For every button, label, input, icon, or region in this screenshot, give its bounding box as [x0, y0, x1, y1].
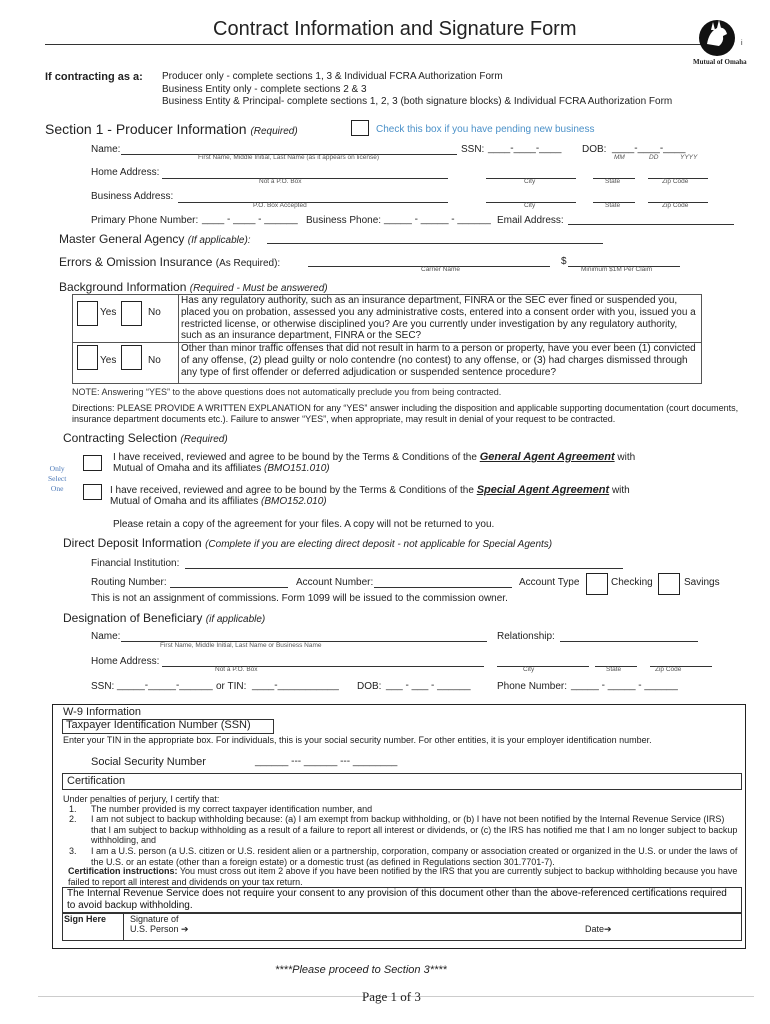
beneficiary-hint-state: State: [606, 666, 622, 673]
beneficiary-ssn-field[interactable]: _____-_____-______: [117, 680, 213, 691]
business-street-field[interactable]: [178, 202, 448, 203]
beneficiary-hint-zip: Zip Code: [655, 666, 682, 673]
direct-deposit-title: [63, 536, 552, 550]
section1-title-text: Section 1 - Producer Information: [45, 121, 247, 137]
general-agent-text-line1: [113, 451, 635, 463]
dob-hint-dd: DD: [649, 154, 659, 161]
proceed-note: ****Please proceed to Section 3****: [275, 964, 447, 976]
select-word: Select: [48, 474, 67, 483]
email-field[interactable]: [568, 224, 734, 225]
special-agent-code: (BMO152.010): [261, 496, 327, 507]
special-agent-text-line1: [110, 484, 630, 496]
cert-item-1: The number provided is my correct taxpayer identification number, and: [91, 804, 373, 814]
page-number: Page 1 of 3: [362, 989, 421, 1004]
contracting-selection-required: (Required): [180, 434, 228, 445]
mutual-of-omaha-logo: [693, 18, 747, 68]
mga-field[interactable]: [267, 243, 603, 244]
contracting-selection-title: [63, 431, 228, 445]
account-number-label: Account Number:: [296, 577, 374, 588]
special-agent-text-a: I have received, reviewed and agree to be bound by the Terms & Conditions of the: [110, 485, 474, 496]
name-label: Name:: [91, 144, 121, 155]
contracting-option-business: Business Entity only - complete sections 2 & 3: [162, 84, 367, 95]
beneficiary-hint-city: City: [523, 666, 535, 673]
direct-deposit-hint: (Complete if you are electing direct deposit - not applicable for Special Agents): [205, 539, 553, 550]
tin-instructions: Enter your TIN in the appropriate box. For individuals, this is your social security number. For other entities, it is your employer identification number.: [63, 735, 652, 745]
account-type-label: Account Type: [519, 577, 580, 588]
business-hint-city: City: [524, 202, 536, 209]
mga-label-text: Master General Agency: [59, 232, 185, 246]
special-agent-text-b: with: [611, 485, 630, 496]
mga-label: [59, 232, 251, 246]
beneficiary-ssn-label: SSN:: [91, 681, 115, 692]
cert-item-1-num: 1.: [69, 804, 77, 814]
business-address-label: Business Address:: [91, 191, 174, 202]
general-agent-text-line2: [113, 463, 330, 474]
beneficiary-name-label: Name:: [91, 631, 121, 642]
w9-title: W-9 Information: [63, 706, 142, 718]
retain-copy-note: Please retain a copy of the agreement for your files. A copy will not be returned to you.: [113, 519, 495, 530]
checking-checkbox[interactable]: [586, 573, 608, 595]
cert-instructions-label: Certification instructions:: [68, 866, 178, 876]
q2-no-label: No: [148, 355, 161, 366]
logo-wordmark: Mutual of Omaha: [693, 58, 747, 66]
direct-deposit-note: This is not an assignment of commissions. Form 1099 will be issued to the commission owner.: [91, 593, 508, 604]
home-hint-zip: Zip Code: [662, 178, 689, 185]
contracting-as-label: If contracting as a:: [45, 71, 143, 83]
question-1: Has any regulatory authority, such as an insurance department, FINRA or the SEC ever fined or suspended you, placed you on probation, assessed you any administrative costs, entered into a consent order with you, issued you a restricted license, or otherwise disciplined you? Are you currently under investigation by any regulatory authority, such as an insurance department, FINRA or the SEC?: [181, 295, 696, 342]
tin-header: Taxpayer Identification Number (SSN): [66, 719, 251, 731]
beneficiary-dob-label: DOB:: [357, 681, 382, 692]
sign-here-label: Sign Here: [64, 914, 107, 924]
beneficiary-street-field[interactable]: [162, 666, 484, 667]
cert-instructions: [68, 866, 738, 888]
general-agent-code: (BMO151.010): [264, 463, 330, 474]
primary-phone-field[interactable]: ____ - ____ - ______: [202, 214, 298, 225]
q2-yes-checkbox[interactable]: [77, 345, 98, 370]
beneficiary-hint-street: Not a P.O. Box: [215, 666, 258, 673]
only-select-one-note: [48, 464, 66, 494]
savings-label: Savings: [684, 577, 720, 588]
dob-hint-mm: MM: [614, 154, 625, 161]
question-2: Other than minor traffic offenses that did not result in harm to a person or property, have you ever been (1) convicted of any offense, (2) plead guilty or nolo contendre (no contest) to any offense, or (3) had charges dismissed through any type of first offender or deferred adjudication or suspended sentence procedure?: [181, 343, 696, 378]
eo-currency: $: [561, 256, 567, 267]
eo-hint: (As Required):: [215, 258, 281, 269]
account-number-field[interactable]: [374, 587, 512, 588]
email-label: Email Address:: [497, 215, 564, 226]
dob-hint-yyyy: YYYY: [680, 154, 698, 161]
beneficiary-tin-field[interactable]: ____-___________: [252, 680, 339, 691]
cert-item-3: I am a U.S. person (a U.S. citizen or U.S. resident alien or a partnership, corporation, company or association created or organized in the U.S. or under the laws of the U.S. or an estate (other than a foreign estate) or a domestic trust (as defined in Regulations section 301.7701-7).: [91, 846, 738, 867]
general-agent-text-b: with: [617, 452, 636, 463]
home-address-label: Home Address:: [91, 167, 160, 178]
checking-label: Checking: [611, 577, 653, 588]
beneficiary-title: [63, 611, 265, 625]
cert-item-2: I am not subject to backup withholding because: (a) I am exempt from backup withholding, or (b) I have not been notified by the Internal Revenue Service (IRS) that I am subject to backup withholding as a result of a failure to report all interest or dividends, or (c) the IRS has notified me that I am no longer subject to backup withholding, and: [91, 814, 738, 845]
institution-field[interactable]: [185, 568, 623, 569]
form-title: Contract Information and Signature Form: [213, 18, 577, 40]
q1-no-label: No: [148, 307, 161, 318]
eo-label-text: Errors & Omission Insurance: [59, 255, 213, 269]
logo-mark: i: [741, 40, 743, 47]
business-hint-zip: Zip Code: [662, 202, 689, 209]
relationship-field[interactable]: [560, 641, 698, 642]
signature-label: Signature of: [130, 914, 179, 924]
name-hint: First Name, Middle Initial, Last Name (as it appears on license): [198, 154, 379, 161]
eo-min-hint: Minimum $1M Per Claim: [581, 266, 653, 273]
cert-header-box: [62, 773, 742, 790]
business-phone-field[interactable]: _____ - _____ - ______: [384, 214, 491, 225]
pending-business-label: Check this box if you have pending new business: [376, 124, 595, 135]
special-agent-text-c: Mutual of Omaha and its affiliates: [110, 496, 259, 507]
beneficiary-city-field[interactable]: [497, 666, 589, 667]
cert-intro: Under penalties of perjury, I certify that:: [63, 794, 220, 804]
background-subtitle: (Required - Must be answered): [189, 283, 328, 294]
ssn-field[interactable]: ____-____-____: [488, 143, 562, 154]
home-hint-city: City: [524, 178, 536, 185]
background-directions: [72, 403, 740, 425]
institution-label: Financial Institution:: [91, 558, 180, 569]
only-word: Only: [49, 464, 65, 473]
general-agent-checkbox[interactable]: [83, 455, 102, 471]
beneficiary-phone-label: Phone Number:: [497, 681, 568, 692]
eo-label: [59, 255, 280, 269]
routing-label: Routing Number:: [91, 577, 167, 588]
dob-label: DOB:: [582, 144, 607, 155]
home-hint-state: State: [605, 178, 621, 185]
savings-checkbox[interactable]: [658, 573, 680, 595]
routing-field[interactable]: [170, 587, 288, 588]
general-agent-agreement-link[interactable]: General Agent Agreement: [479, 451, 615, 463]
w9-ssn-field[interactable]: ______ --- ______ --- ________: [255, 756, 398, 767]
contracting-option-both: Business Entity & Principal- complete sections 1, 2, 3 (both signature blocks) & Individual FCRA Authorization Form: [162, 96, 673, 107]
eo-carrier-hint: Carrier Name: [421, 266, 461, 273]
w9-ssn-label: Social Security Number: [91, 756, 206, 768]
one-word: One: [50, 484, 64, 493]
primary-phone-label: Primary Phone Number:: [91, 215, 199, 226]
general-agent-text-c: Mutual of Omaha and its affiliates: [113, 463, 262, 474]
irs-notice: The Internal Revenue Service does not require your consent to any provision of this document other than the above-referenced certifications required to avoid backup withholding.: [67, 888, 727, 911]
q2-yes-label: Yes: [100, 355, 117, 366]
section1-required: (Required): [250, 126, 298, 137]
q1-yes-label: Yes: [100, 307, 117, 318]
business-hint-street: P.O. Box Accepted: [253, 202, 307, 209]
general-agent-text-a: I have received, reviewed and agree to be bound by the Terms & Conditions of the: [113, 452, 477, 463]
beneficiary-phone-field[interactable]: _____ - _____ - ______: [571, 680, 678, 691]
beneficiary-home-label: Home Address:: [91, 656, 160, 667]
q1-yes-checkbox[interactable]: [77, 301, 98, 326]
special-agent-text-line2: [110, 496, 327, 507]
dob-field[interactable]: ____-____-____: [612, 143, 686, 154]
business-hint-state: State: [605, 202, 621, 209]
home-hint-street: Not a P.O. Box: [259, 178, 302, 185]
beneficiary-dob-field[interactable]: ___ - ___ - ______: [386, 680, 471, 691]
cert-header: Certification: [67, 775, 126, 787]
direct-deposit-title-text: Direct Deposit Information: [63, 536, 202, 550]
q2-no-checkbox[interactable]: [121, 345, 142, 370]
beneficiary-title-text: Designation of Beneficiary: [63, 611, 203, 625]
background-title-text: Background Information: [59, 280, 187, 294]
pending-business-checkbox[interactable]: [351, 120, 369, 136]
background-title: [59, 280, 328, 294]
cert-item-2-num: 2.: [69, 814, 77, 824]
ssn-label: SSN:: [461, 144, 485, 155]
section1-title: [45, 121, 298, 137]
date-label: Date➔: [585, 924, 612, 934]
signature-person-label: U.S. Person ➔: [130, 924, 189, 934]
title-rule: [45, 44, 725, 45]
home-street-field[interactable]: [162, 178, 448, 179]
background-note: NOTE: Answering “YES” to the above questions does not automatically preclude you from being contracted.: [72, 387, 502, 397]
special-agent-checkbox[interactable]: [83, 484, 102, 500]
special-agent-agreement-link[interactable]: Special Agent Agreement: [476, 484, 610, 496]
cert-instructions-text: You must cross out item 2 above if you have been notified by the IRS that you are currently subject to backup withholding because you have failed to report all interest and dividends on your tax return.: [68, 866, 738, 887]
directions-text: PLEASE PROVIDE A WRITTEN EXPLANATION for any “YES” answer including the disposition and applicable supporting documentation (court documents, insurance department documents etc.). Failure to answer “YES”, when appropriate, may result in denial of your request to be contracted.: [72, 403, 739, 424]
relationship-label: Relationship:: [497, 631, 555, 642]
contracting-option-producer: Producer only - complete sections 1, 3 & Individual FCRA Authorization Form: [162, 71, 503, 82]
beneficiary-name-hint: First Name, Middle Initial, Last Name or Business Name: [160, 642, 322, 649]
beneficiary-tin-label: or TIN:: [216, 681, 247, 692]
business-phone-label: Business Phone:: [306, 215, 382, 226]
cert-item-3-num: 3.: [69, 846, 77, 856]
contracting-selection-title-text: Contracting Selection: [63, 431, 178, 445]
beneficiary-hint: (if applicable): [205, 614, 266, 625]
directions-label: Directions:: [72, 403, 115, 413]
q1-no-checkbox[interactable]: [121, 301, 142, 326]
mga-hint: (If applicable):: [187, 235, 251, 246]
